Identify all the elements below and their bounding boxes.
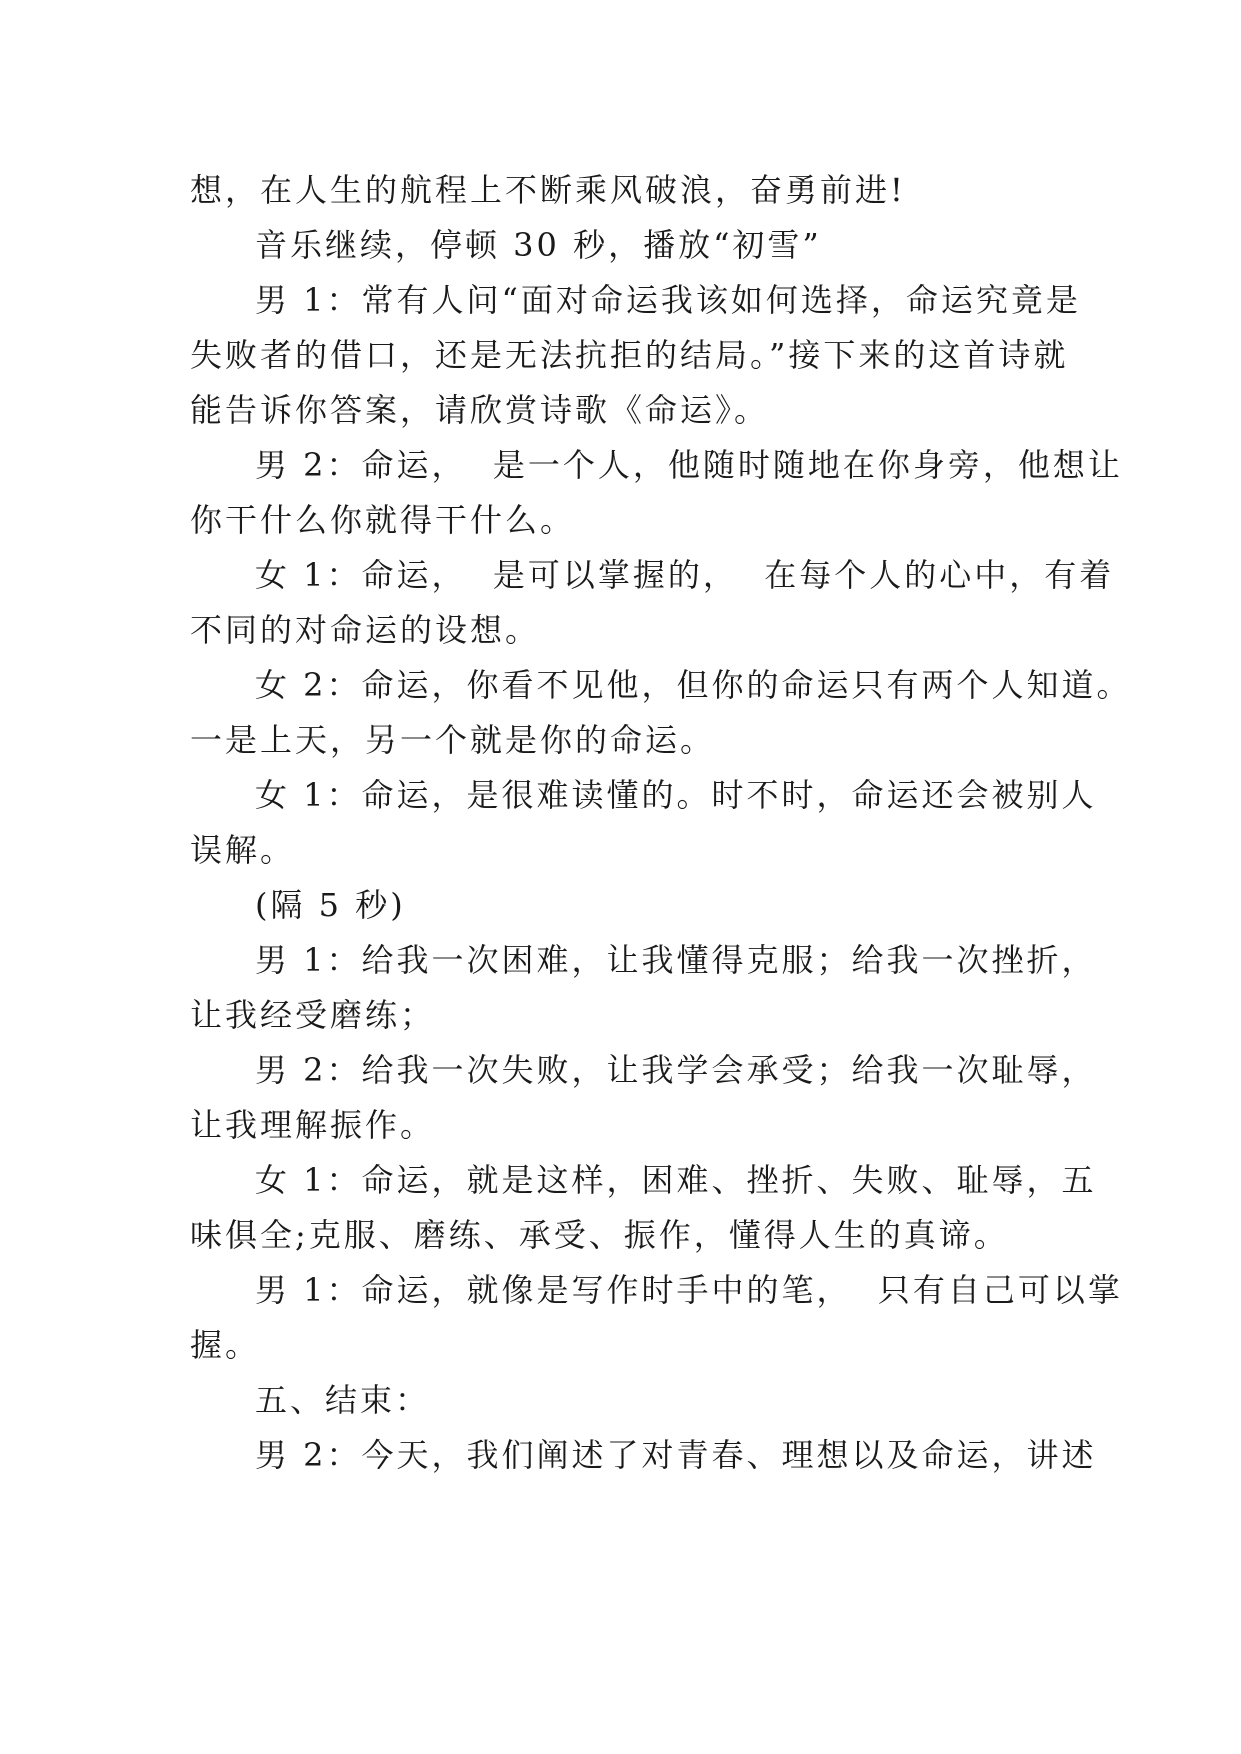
- text-line: 失败者的借口，还是无法抗拒的结局。”接下来的这首诗就: [190, 336, 1069, 374]
- text-line: 男 1：命运，就像是写作时手中的笔， 只有自己可以掌: [255, 1271, 1123, 1309]
- text-line: 想，在人生的航程上不断乘风破浪，奋勇前进!: [190, 171, 906, 209]
- text-line: 男 1：常有人问“面对命运我该如何选择，命运究竟是: [255, 281, 1081, 319]
- text-line: 一是上天，另一个就是你的命运。: [190, 721, 716, 759]
- text-line: 让我理解振作。: [190, 1106, 436, 1144]
- text-line: 女 2：命运，你看不见他，但你的命运只有两个人知道。: [255, 666, 1132, 704]
- text-line: 男 2：命运， 是一个人，他随时随地在你身旁，他想让: [255, 446, 1123, 484]
- text-line: 你干什么你就得干什么。: [190, 501, 576, 539]
- text-line: 能告诉你答案，请欣赏诗歌《命运》。: [190, 391, 770, 429]
- text-line: (隔 5 秒): [255, 886, 406, 924]
- text-line: 男 2：给我一次失败，让我学会承受；给我一次耻辱，: [255, 1051, 1097, 1089]
- text-line: 不同的对命运的设想。: [190, 611, 541, 649]
- text-line: 女 1：命运，是很难读懂的。时不时，命运还会被别人: [255, 776, 1097, 814]
- text-line: 误解。: [190, 831, 296, 869]
- text-line: 男 1：给我一次困难，让我懂得克服；给我一次挫折，: [255, 941, 1097, 979]
- text-line: 让我经受磨练；: [190, 996, 436, 1034]
- text-line: 男 2：今天，我们阐述了对青春、理想以及命运，讲述: [255, 1436, 1097, 1474]
- text-line: 女 1：命运， 是可以掌握的， 在每个人的心中，有着: [255, 556, 1115, 594]
- text-line: 音乐继续，停顿 30 秒，播放“初雪”: [255, 226, 822, 264]
- section-heading: 五、结束：: [255, 1381, 431, 1419]
- text-line: 女 1：命运，就是这样，困难、挫折、失败、耻辱，五: [255, 1161, 1097, 1199]
- text-line: 味俱全;克服、磨练、承受、振作，懂得人生的真谛。: [190, 1216, 1009, 1254]
- text-line: 握。: [190, 1326, 261, 1364]
